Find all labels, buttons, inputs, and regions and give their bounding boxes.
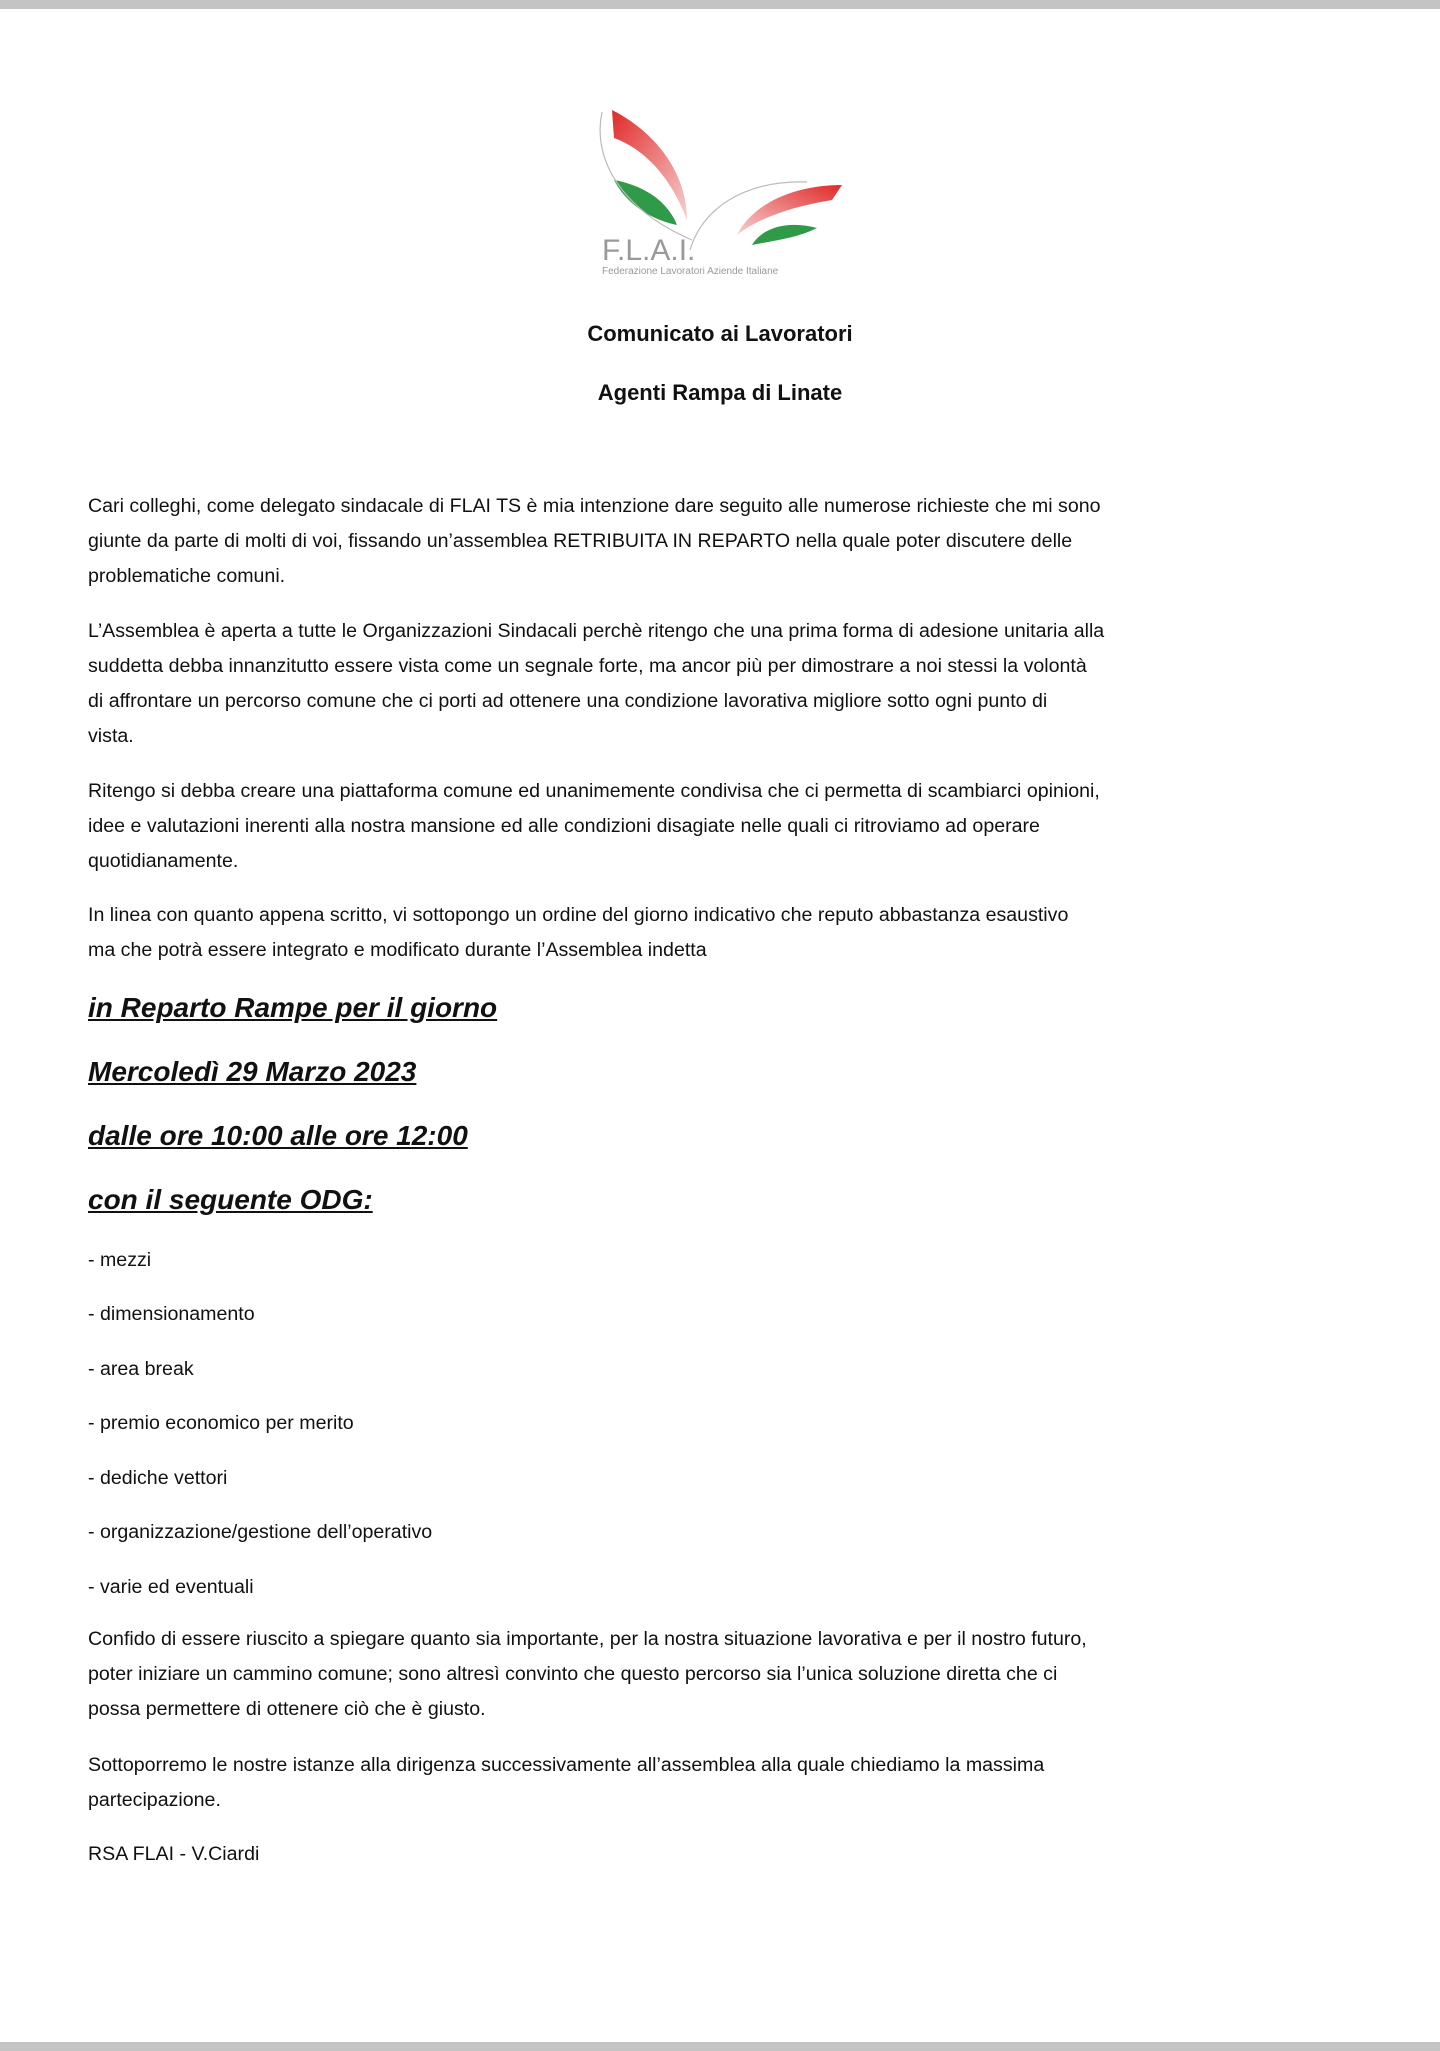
meeting-location: in Reparto Rampe per il giorno <box>88 992 498 1023</box>
text-line: Cari colleghi, come delegato sindacale di FLAI TS è mia intenzione dare seguito alle numerose richieste che mi sono <box>88 495 1101 517</box>
text-line: Confido di essere riuscito a spiegare quanto sia importante, per la nostra situazione lavorativa e per il nostro futuro, <box>88 1628 1087 1650</box>
agenda-item: - organizzazione/gestione dell’operativo <box>88 1521 433 1543</box>
text-line: Sottoporremo le nostre istanze alla dirigenza successivamente all’assemblea alla quale chiediamo la massima <box>88 1754 1045 1776</box>
meeting-time: dalle ore 10:00 alle ore 12:00 <box>88 1120 468 1151</box>
agenda-item: - dediche vettori <box>88 1467 228 1489</box>
top-border <box>0 0 1440 9</box>
paragraph-4 <box>88 898 1068 968</box>
text-line: L’Assemblea è aperta a tutte le Organizzazioni Sindacali perchè ritengo che una prima forma di adesione unitaria alla <box>88 620 1105 642</box>
document-title: Comunicato ai Lavoratori <box>587 321 853 346</box>
closing-paragraph-2 <box>88 1748 1044 1818</box>
logo-acronym: F.L.A.I. <box>602 234 696 267</box>
text-line: idee e valutazioni inerenti alla nostra mansione ed alle condizioni disagiate nelle quali ci ritroviamo ad operare <box>88 815 1040 837</box>
document-subtitle: Agenti Rampa di Linate <box>597 380 843 405</box>
text-line: ma che potrà essere integrato e modificato durante l’Assemblea indetta <box>88 939 707 961</box>
text-line: Ritengo si debba creare una piattaforma comune ed unanimemente condivisa che ci permetta di scambiarci opinioni, <box>88 780 1100 802</box>
text-line: poter iniziare un cammino comune; sono altresì convinto che questo percorso sia l’unica soluzione diretta che ci <box>88 1663 1058 1685</box>
text-line: di affrontare un percorso comune che ci porti ad ottenere una condizione lavorativa migliore sotto ogni punto di <box>88 690 1048 712</box>
paragraph-2 <box>88 614 1104 754</box>
signature: RSA FLAI - V.Ciardi <box>88 1843 260 1865</box>
text-line: quotidianamente. <box>88 850 239 872</box>
agenda-heading: con il seguente ODG: <box>88 1184 373 1215</box>
text-line: In linea con quanto appena scritto, vi sottopongo un ordine del giorno indicativo che reputo abbastanza esaustivo <box>88 904 1069 926</box>
closing-paragraph-1 <box>88 1622 1087 1727</box>
logo-fullname: Federazione Lavoratori Aziende Italiane <box>602 266 779 277</box>
agenda-item: - varie ed eventuali <box>88 1576 254 1598</box>
agenda-item: - dimensionamento <box>88 1303 255 1325</box>
text-line: giunte da parte di molti di voi, fissando un’assemblea RETRIBUITA IN REPARTO nella quale poter discutere delle <box>88 530 1073 552</box>
text-line: partecipazione. <box>88 1789 221 1811</box>
butterfly-logo-icon <box>592 100 862 280</box>
text-line: suddetta debba innanzitutto essere vista come un segnale forte, ma ancor più per dimostrare a noi stessi la volontà <box>88 655 1087 677</box>
paragraph-1 <box>88 489 1101 594</box>
agenda-item: - area break <box>88 1358 194 1380</box>
paragraph-3 <box>88 774 1100 879</box>
flai-logo <box>592 100 862 280</box>
text-line: possa permettere di ottenere ciò che è giusto. <box>88 1698 486 1720</box>
meeting-date: Mercoledì 29 Marzo 2023 <box>88 1056 417 1087</box>
agenda-item: - mezzi <box>88 1249 152 1271</box>
text-line: problematiche comuni. <box>88 565 286 587</box>
text-line: vista. <box>88 725 134 747</box>
bottom-border <box>0 2042 1440 2051</box>
agenda-item: - premio economico per merito <box>88 1412 354 1434</box>
